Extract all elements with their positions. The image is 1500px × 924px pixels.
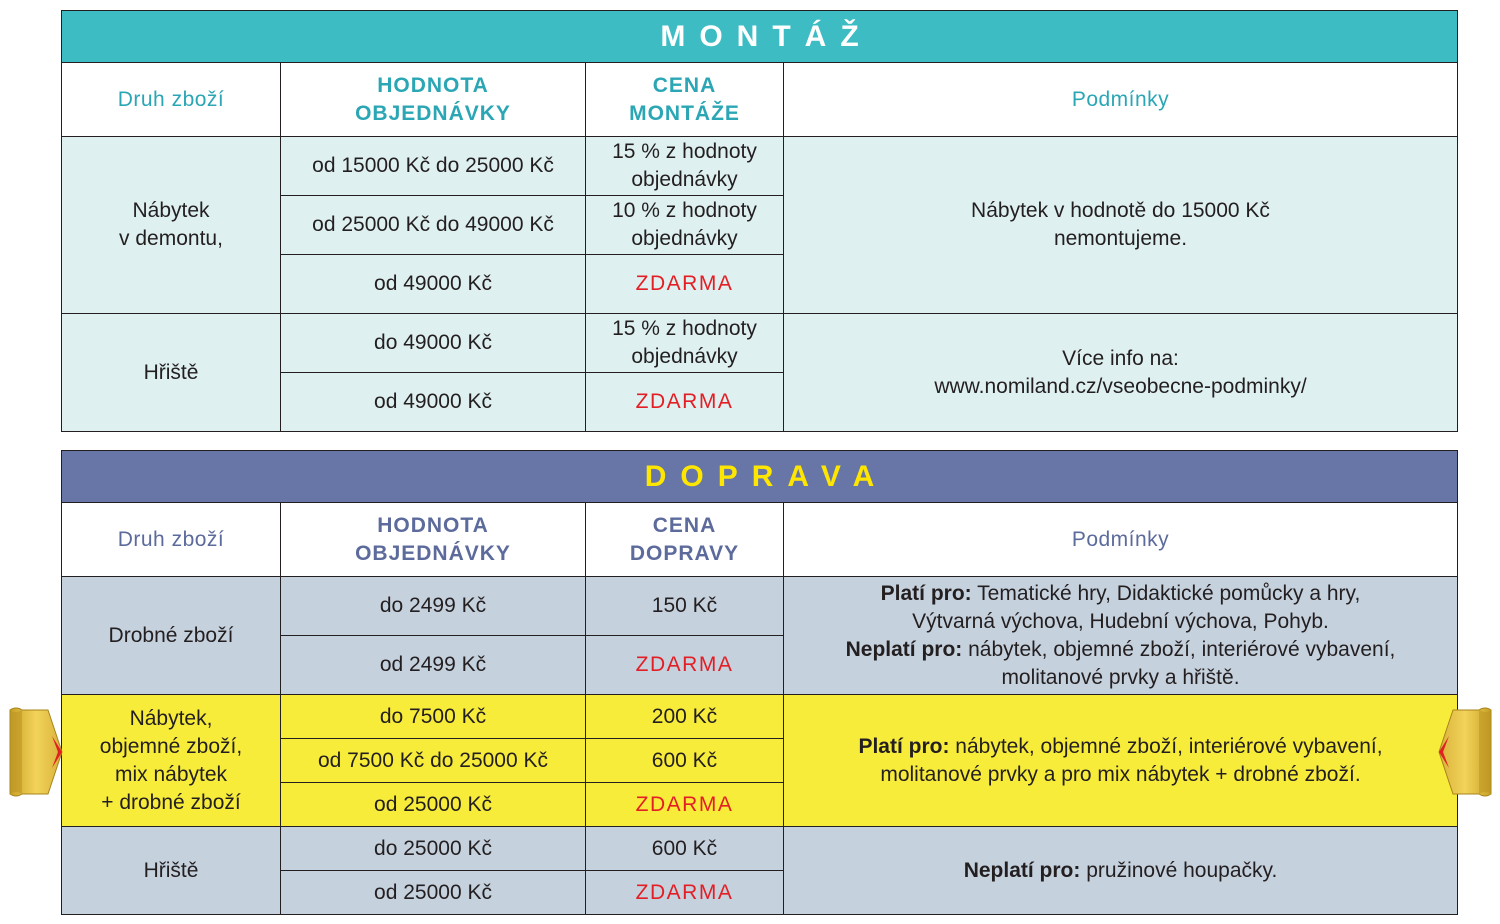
table-row — [62, 827, 1458, 871]
price-value: 15 % z hodnoty objednávky — [586, 137, 784, 196]
doprava-title: DOPRAVA — [62, 451, 1458, 503]
order-value: od 25000 Kč — [281, 783, 586, 827]
price-free-badge: ZDARMA — [586, 255, 784, 314]
order-value: od 7500 Kč do 25000 Kč — [281, 739, 586, 783]
price-free-badge: ZDARMA — [586, 373, 784, 432]
montaz-header-row — [62, 63, 1458, 137]
order-value: od 49000 Kč — [281, 255, 586, 314]
order-value: do 7500 Kč — [281, 695, 586, 739]
order-value: od 2499 Kč — [281, 636, 586, 695]
header-cena-dopravy: CENA DOPRAVY — [586, 503, 784, 577]
header-podminky: Podmínky — [784, 63, 1458, 137]
category-nabytek-v-demontu: Nábytek v demontu, — [62, 137, 281, 314]
doprava-table — [61, 450, 1458, 915]
gold-ribbon-arrow-icon — [1437, 706, 1495, 798]
header-druh-zbozi: Druh zboží — [62, 503, 281, 577]
montaz-table — [61, 10, 1458, 432]
table-row — [62, 695, 1458, 739]
gold-ribbon-arrow-icon — [6, 706, 64, 798]
conditions-hriste: Více info na: www.nomiland.cz/vseobecne-podminky/ — [784, 314, 1458, 432]
conditions-drobne: Platí pro: Tematické hry, Didaktické pomůcky a hry, Výtvarná výchova, Hudební výchova, Pohyb. Neplatí pro: nábytek, objemné zboží, interiérové vybavení, molitanové prvky a hřiště. — [784, 577, 1458, 695]
order-value: do 25000 Kč — [281, 827, 586, 871]
header-hodnota-objednavky: HODNOTA OBJEDNÁVKY — [281, 63, 586, 137]
price-value: 15 % z hodnoty objednávky — [586, 314, 784, 373]
category-nabytek-objemne: Nábytek, objemné zboží, mix nábytek + drobné zboží — [62, 695, 281, 827]
price-free-badge: ZDARMA — [586, 636, 784, 695]
price-free-badge: ZDARMA — [586, 871, 784, 915]
table-row — [62, 137, 1458, 196]
category-hriste: Hřiště — [62, 314, 281, 432]
order-value: od 49000 Kč — [281, 373, 586, 432]
price-value: 600 Kč — [586, 827, 784, 871]
table-row — [62, 314, 1458, 373]
order-value: od 25000 Kč do 49000 Kč — [281, 196, 586, 255]
header-podminky: Podmínky — [784, 503, 1458, 577]
order-value: od 25000 Kč — [281, 871, 586, 915]
price-value: 200 Kč — [586, 695, 784, 739]
header-druh-zbozi: Druh zboží — [62, 63, 281, 137]
order-value: do 49000 Kč — [281, 314, 586, 373]
montaz-title: MONTÁŽ — [62, 11, 1458, 63]
conditions-nabytek: Nábytek v hodnotě do 15000 Kč nemontujeme. — [784, 137, 1458, 314]
price-value: 150 Kč — [586, 577, 784, 636]
doprava-header-row — [62, 503, 1458, 577]
conditions-nabytek: Platí pro: nábytek, objemné zboží, interiérové vybavení, molitanové prvky a pro mix nábytek + drobné zboží. — [784, 695, 1458, 827]
conditions-hriste: Neplatí pro: pružinové houpačky. — [784, 827, 1458, 915]
price-free-badge: ZDARMA — [586, 783, 784, 827]
price-value: 10 % z hodnoty objednávky — [586, 196, 784, 255]
category-hriste: Hřiště — [62, 827, 281, 915]
category-drobne-zbozi: Drobné zboží — [62, 577, 281, 695]
header-hodnota-objednavky: HODNOTA OBJEDNÁVKY — [281, 503, 586, 577]
order-value: do 2499 Kč — [281, 577, 586, 636]
table-row — [62, 577, 1458, 636]
price-value: 600 Kč — [586, 739, 784, 783]
order-value: od 15000 Kč do 25000 Kč — [281, 137, 586, 196]
header-cena-montaze: CENA MONTÁŽE — [586, 63, 784, 137]
